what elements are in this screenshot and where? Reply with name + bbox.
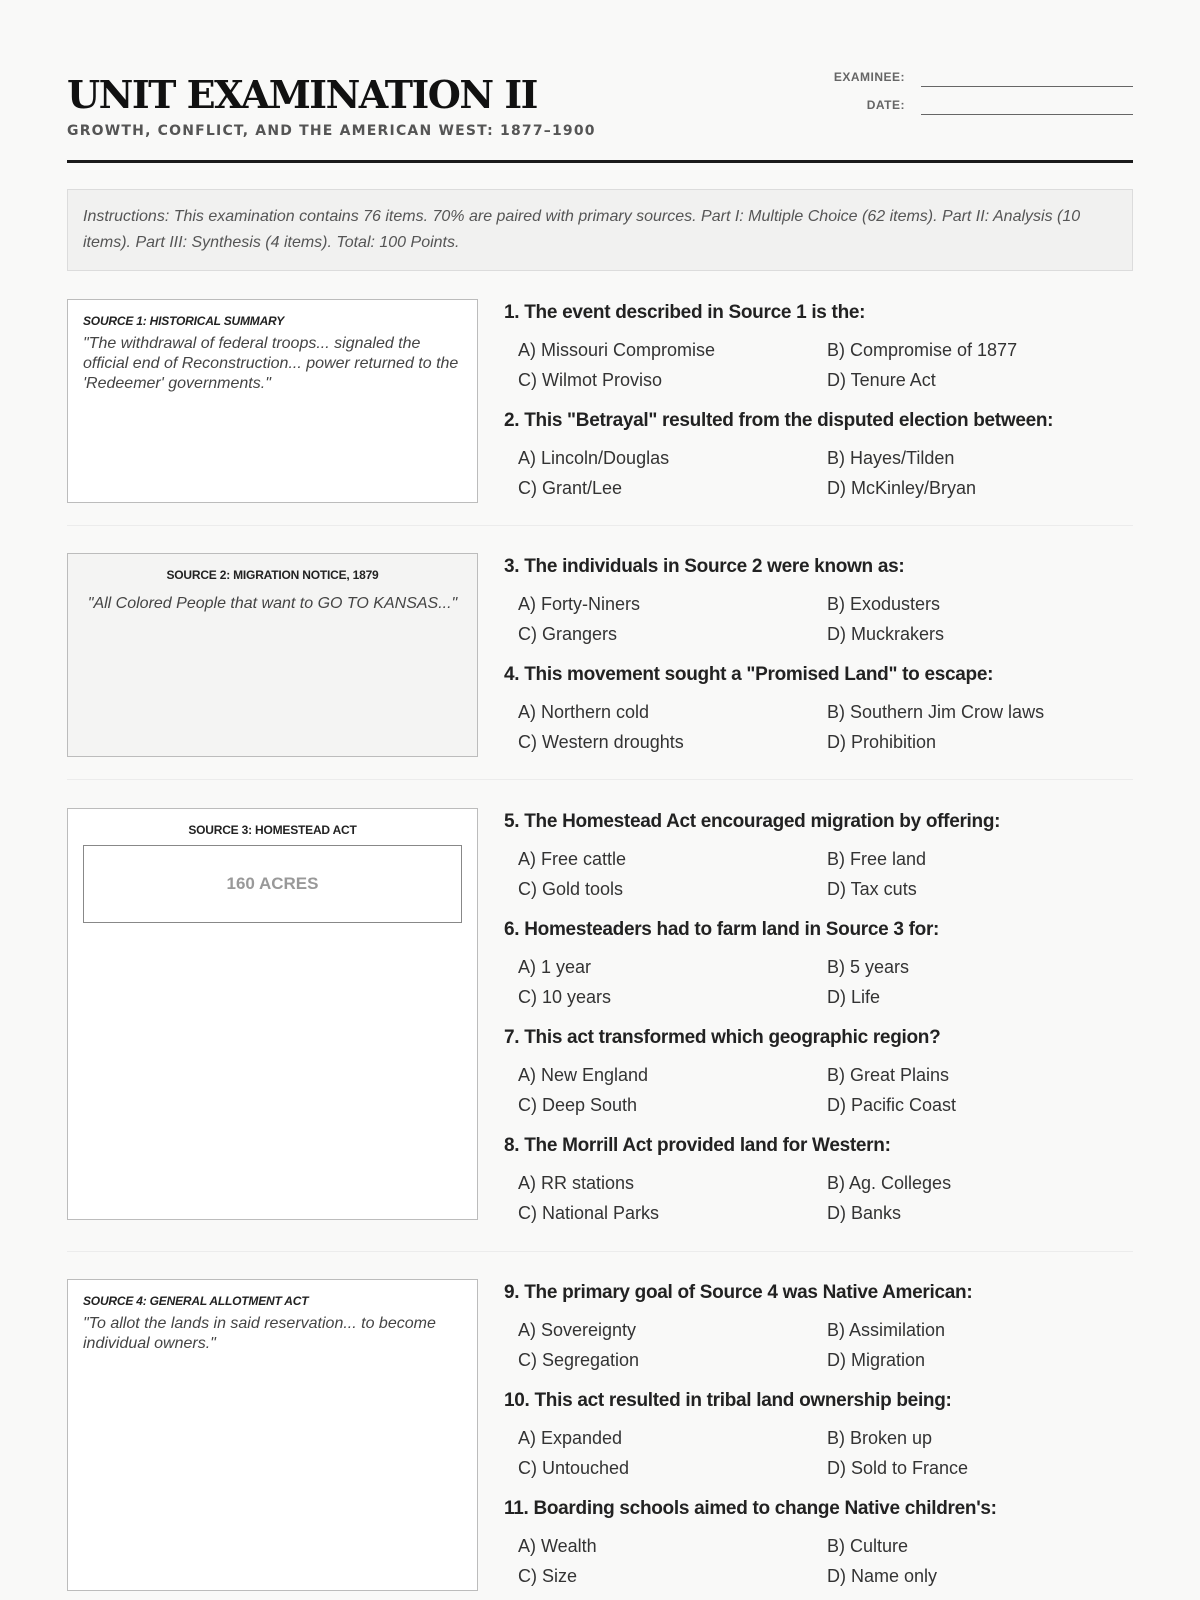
choice-a[interactable]: A) New England: [518, 1065, 649, 1085]
choice-d[interactable]: D) Sold to France: [827, 1458, 969, 1478]
choices: [518, 335, 1133, 395]
choice-d[interactable]: D) Tax cuts: [827, 879, 917, 899]
choice-c[interactable]: C) Untouched: [518, 1458, 630, 1478]
choice-b[interactable]: B) Exodusters: [827, 594, 941, 614]
choices: [518, 1531, 1133, 1591]
question-1: [504, 299, 1133, 395]
source-box-3: [67, 808, 478, 1220]
choice-a[interactable]: A) 1 year: [518, 957, 592, 977]
question-5: [504, 808, 1133, 904]
source-title: SOURCE 3: HOMESTEAD ACT: [188, 823, 357, 837]
question-text: 2. This "Betrayal" resulted from the disputed election between:: [504, 410, 1054, 431]
choice-a[interactable]: A) Missouri Compromise: [518, 340, 716, 360]
choice-c[interactable]: C) Gold tools: [518, 879, 624, 899]
choices: [518, 1168, 1133, 1228]
choice-c[interactable]: C) Western droughts: [518, 732, 684, 752]
question-3: [504, 553, 1133, 649]
choice-c[interactable]: C) Deep South: [518, 1095, 638, 1115]
source-quote: "All Colored People that want to GO TO KANSAS...": [87, 595, 458, 612]
choice-d[interactable]: D) Name only: [827, 1566, 938, 1586]
choices: [518, 844, 1133, 904]
source-box-2: [67, 553, 478, 757]
examinee-row: [813, 70, 1133, 98]
question-group-4: [504, 1279, 1133, 1591]
choice-d[interactable]: D) Pacific Coast: [827, 1095, 957, 1115]
source-quote: "To allot the lands in said reservation... to become individual owners.": [83, 1315, 436, 1352]
choice-a[interactable]: A) Forty-Niners: [518, 594, 641, 614]
choice-c[interactable]: C) 10 years: [518, 987, 612, 1007]
choice-d[interactable]: D) McKinley/Bryan: [827, 478, 977, 498]
choices: [518, 1315, 1133, 1375]
choice-c[interactable]: C) Segregation: [518, 1350, 640, 1370]
choice-a[interactable]: A) Free cattle: [518, 849, 627, 869]
source-title: SOURCE 2: MIGRATION NOTICE, 1879: [166, 568, 379, 582]
date-label: DATE:: [866, 98, 905, 112]
question-text: 5. The Homestead Act encouraged migration by offering:: [504, 811, 1001, 832]
question-text: 11. Boarding schools aimed to change Native children's:: [504, 1498, 997, 1519]
choices: [518, 443, 1133, 503]
choices: [518, 1423, 1133, 1483]
choice-d[interactable]: D) Migration: [827, 1350, 926, 1370]
question-text: 7. This act transformed which geographic region?: [504, 1027, 941, 1048]
examinee-meta: [813, 70, 1133, 126]
choice-d[interactable]: D) Banks: [827, 1203, 902, 1223]
question-text: 8. The Morrill Act provided land for Western:: [504, 1135, 891, 1156]
question-text: 3. The individuals in Source 2 were known as:: [504, 556, 905, 577]
question-group-2: [504, 553, 1133, 769]
choice-a[interactable]: A) RR stations: [518, 1173, 635, 1193]
choice-b[interactable]: B) 5 years: [827, 957, 910, 977]
choice-a[interactable]: A) Northern cold: [518, 702, 650, 722]
date-row: [813, 98, 1133, 126]
question-text: 4. This movement sought a "Promised Land" to escape:: [504, 664, 994, 685]
page-subtitle: GROWTH, CONFLICT, AND THE AMERICAN WEST: 1877–1900: [67, 123, 596, 139]
choice-a[interactable]: A) Expanded: [518, 1428, 623, 1448]
question-6: [504, 916, 1133, 1012]
choice-c[interactable]: C) Size: [518, 1566, 578, 1586]
date-field[interactable]: [921, 114, 1133, 115]
choice-b[interactable]: B) Hayes/Tilden: [827, 448, 955, 468]
question-11: [504, 1495, 1133, 1591]
question-text: 1. The event described in Source 1 is the:: [504, 302, 866, 323]
question-text: 9. The primary goal of Source 4 was Native American:: [504, 1282, 973, 1303]
examinee-field[interactable]: [921, 86, 1133, 87]
question-4: [504, 661, 1133, 757]
question-7: [504, 1024, 1133, 1120]
section-divider: [67, 779, 1133, 780]
choice-b[interactable]: B) Culture: [827, 1536, 909, 1556]
choices: [518, 1060, 1133, 1120]
choice-b[interactable]: B) Free land: [827, 849, 927, 869]
examinee-label: EXAMINEE:: [833, 70, 905, 84]
choice-c[interactable]: C) Grangers: [518, 624, 618, 644]
choice-a[interactable]: A) Sovereignty: [518, 1320, 637, 1340]
choices: [518, 589, 1133, 649]
section-divider: [67, 525, 1133, 526]
choice-b[interactable]: B) Compromise of 1877: [827, 340, 1018, 360]
question-group-3: [504, 808, 1133, 1240]
question-9: [504, 1279, 1133, 1375]
source-box-4: [67, 1279, 478, 1591]
source-box-1: [67, 299, 478, 503]
question-text: 6. Homesteaders had to farm land in Source 3 for:: [504, 919, 940, 940]
choice-c[interactable]: C) National Parks: [518, 1203, 660, 1223]
source-title: SOURCE 1: HISTORICAL SUMMARY: [83, 314, 285, 328]
choice-c[interactable]: C) Wilmot Proviso: [518, 370, 663, 390]
choice-b[interactable]: B) Assimilation: [827, 1320, 946, 1340]
source-quote: "The withdrawal of federal troops... signaled the official end of Reconstruction... power returned to the 'Redeemer' governments.": [83, 335, 459, 392]
question-group-1: [504, 299, 1133, 515]
exam-header: [67, 60, 1133, 163]
choice-d[interactable]: D) Prohibition: [827, 732, 937, 752]
question-2: [504, 407, 1133, 503]
page-title: UNIT EXAMINATION II: [67, 72, 537, 117]
choice-b[interactable]: B) Great Plains: [827, 1065, 950, 1085]
choices: [518, 952, 1133, 1012]
source-title: SOURCE 4: GENERAL ALLOTMENT ACT: [83, 1294, 309, 1308]
question-10: [504, 1387, 1133, 1483]
choice-d[interactable]: D) Muckrakers: [827, 624, 945, 644]
question-text: 10. This act resulted in tribal land ownership being:: [504, 1390, 952, 1411]
choice-c[interactable]: C) Grant/Lee: [518, 478, 623, 498]
choice-d[interactable]: D) Tenure Act: [827, 370, 936, 390]
section-divider: [67, 1251, 1133, 1252]
choice-d[interactable]: D) Life: [827, 987, 881, 1007]
choice-a[interactable]: A) Wealth: [518, 1536, 597, 1556]
question-8: [504, 1132, 1133, 1228]
choice-b[interactable]: B) Broken up: [827, 1428, 933, 1448]
instructions-box: Instructions: This examination contains 76 items. 70% are paired with primary sources. Part I: Multiple Choice (62 items). Part II: Analysis (10 items). Part III: Synthesis (4 items). Total: 100 Points.: [67, 189, 1133, 271]
choice-b[interactable]: B) Southern Jim Crow laws: [827, 702, 1045, 722]
choice-a[interactable]: A) Lincoln/Douglas: [518, 448, 670, 468]
choices: [518, 697, 1133, 757]
choice-b[interactable]: B) Ag. Colleges: [827, 1173, 952, 1193]
acres-figure: 160 ACRES: [83, 845, 462, 923]
